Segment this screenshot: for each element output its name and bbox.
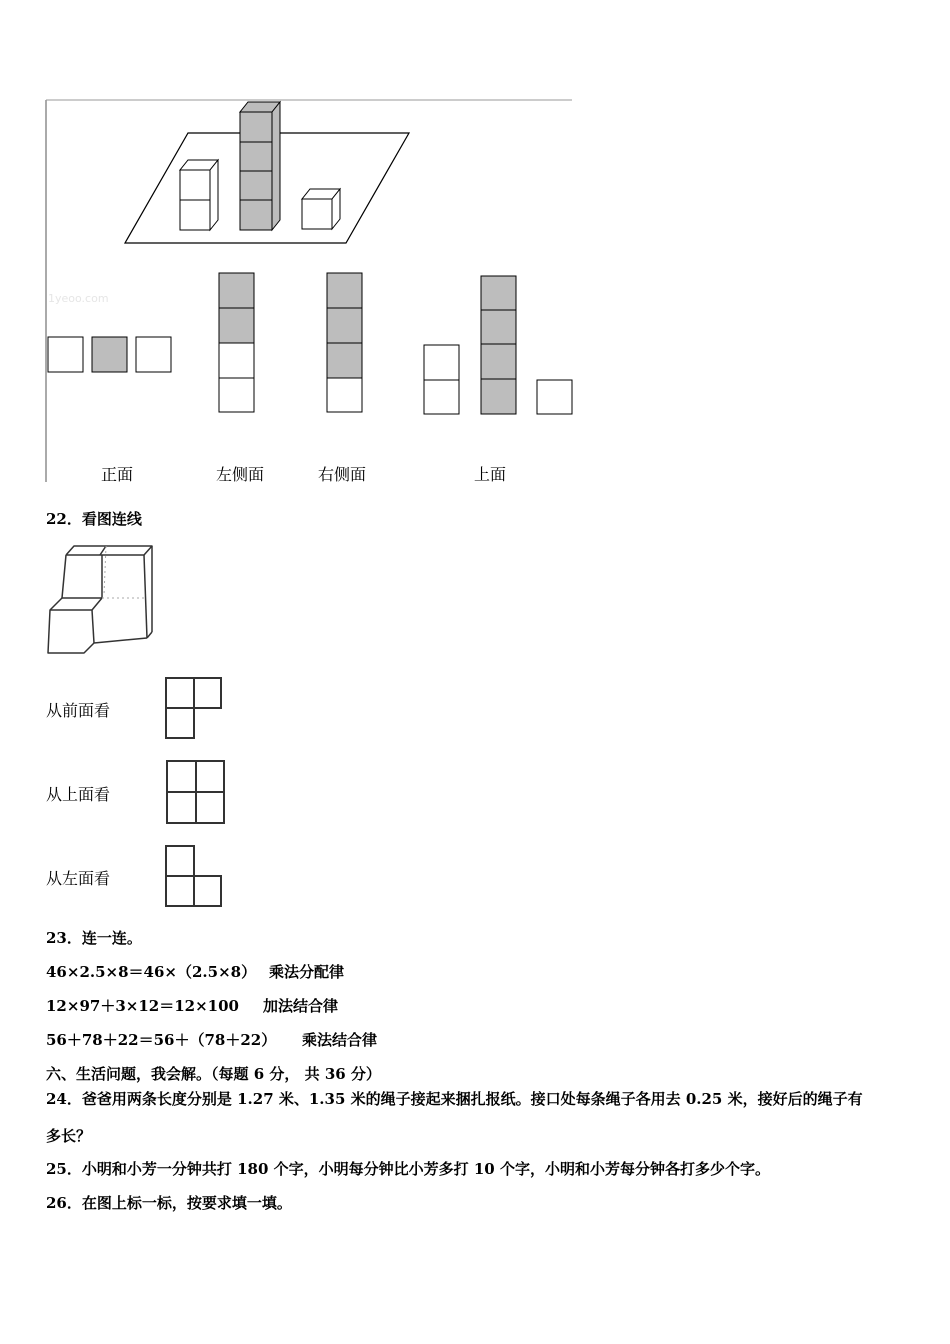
top-view: [424, 276, 572, 414]
cube-stack-middle: [240, 102, 280, 230]
q22-title: 22．看图连线: [46, 510, 142, 528]
q23-law-3: 乘法结合律: [302, 1031, 378, 1049]
q22-left-view-shape: [162, 843, 226, 909]
q24-line-2: 多长？: [46, 1127, 92, 1145]
label-right-side: 右侧面: [318, 465, 367, 484]
label-left-side: 左侧面: [216, 465, 265, 484]
q24-line-1: 24．爸爸用两条长度分别是 1.27 米、1.35 米的绳子接起来捆扎报纸。接口处每条绳子各用去 0.25 米，接好后的绳子有: [46, 1090, 863, 1108]
left-side-view: [219, 273, 254, 412]
figure-21: [0, 0, 950, 500]
label-top: 上面: [474, 465, 507, 484]
q23-title: 23．连一连。: [46, 929, 142, 947]
figure-21-drawing: [0, 0, 600, 500]
q23-law-2: 加法结合律: [263, 997, 339, 1015]
q22-row-left-label: 从左面看: [46, 869, 111, 888]
label-front: 正面: [101, 465, 134, 484]
q26-text: 26．在图上标一标，按要求填一填。: [46, 1194, 292, 1212]
section-6-heading: 六、生活问题，我会解。（每题 6 分， 共 36 分）: [46, 1065, 381, 1083]
right-side-view: [327, 273, 362, 412]
q22-front-view-shape: [162, 674, 226, 742]
q23-expr-2: 12×97＋3×12＝12×100: [46, 997, 239, 1015]
q22-row-front-label: 从前面看: [46, 701, 111, 720]
q22-solid-figure: [44, 540, 164, 665]
q22-top-view-shape: [162, 757, 228, 827]
cube-stack-left: [180, 160, 218, 230]
front-view: [48, 337, 171, 372]
q23-expr-3: 56＋78＋22＝56＋（78＋22）: [46, 1031, 277, 1049]
q23-law-1: 乘法分配律: [269, 963, 345, 981]
q25-text: 25．小明和小芳一分钟共打 180 个字，小明每分钟比小芳多打 10 个字，小明和小芳每分钟各打多少个字。: [46, 1160, 770, 1178]
q22-row-top-label: 从上面看: [46, 785, 111, 804]
watermark-text: 1yeoo.com: [48, 292, 109, 305]
q23-expr-1: 46×2.5×8＝46×（2.5×8）: [46, 963, 257, 981]
cube-single-right: [302, 189, 340, 229]
